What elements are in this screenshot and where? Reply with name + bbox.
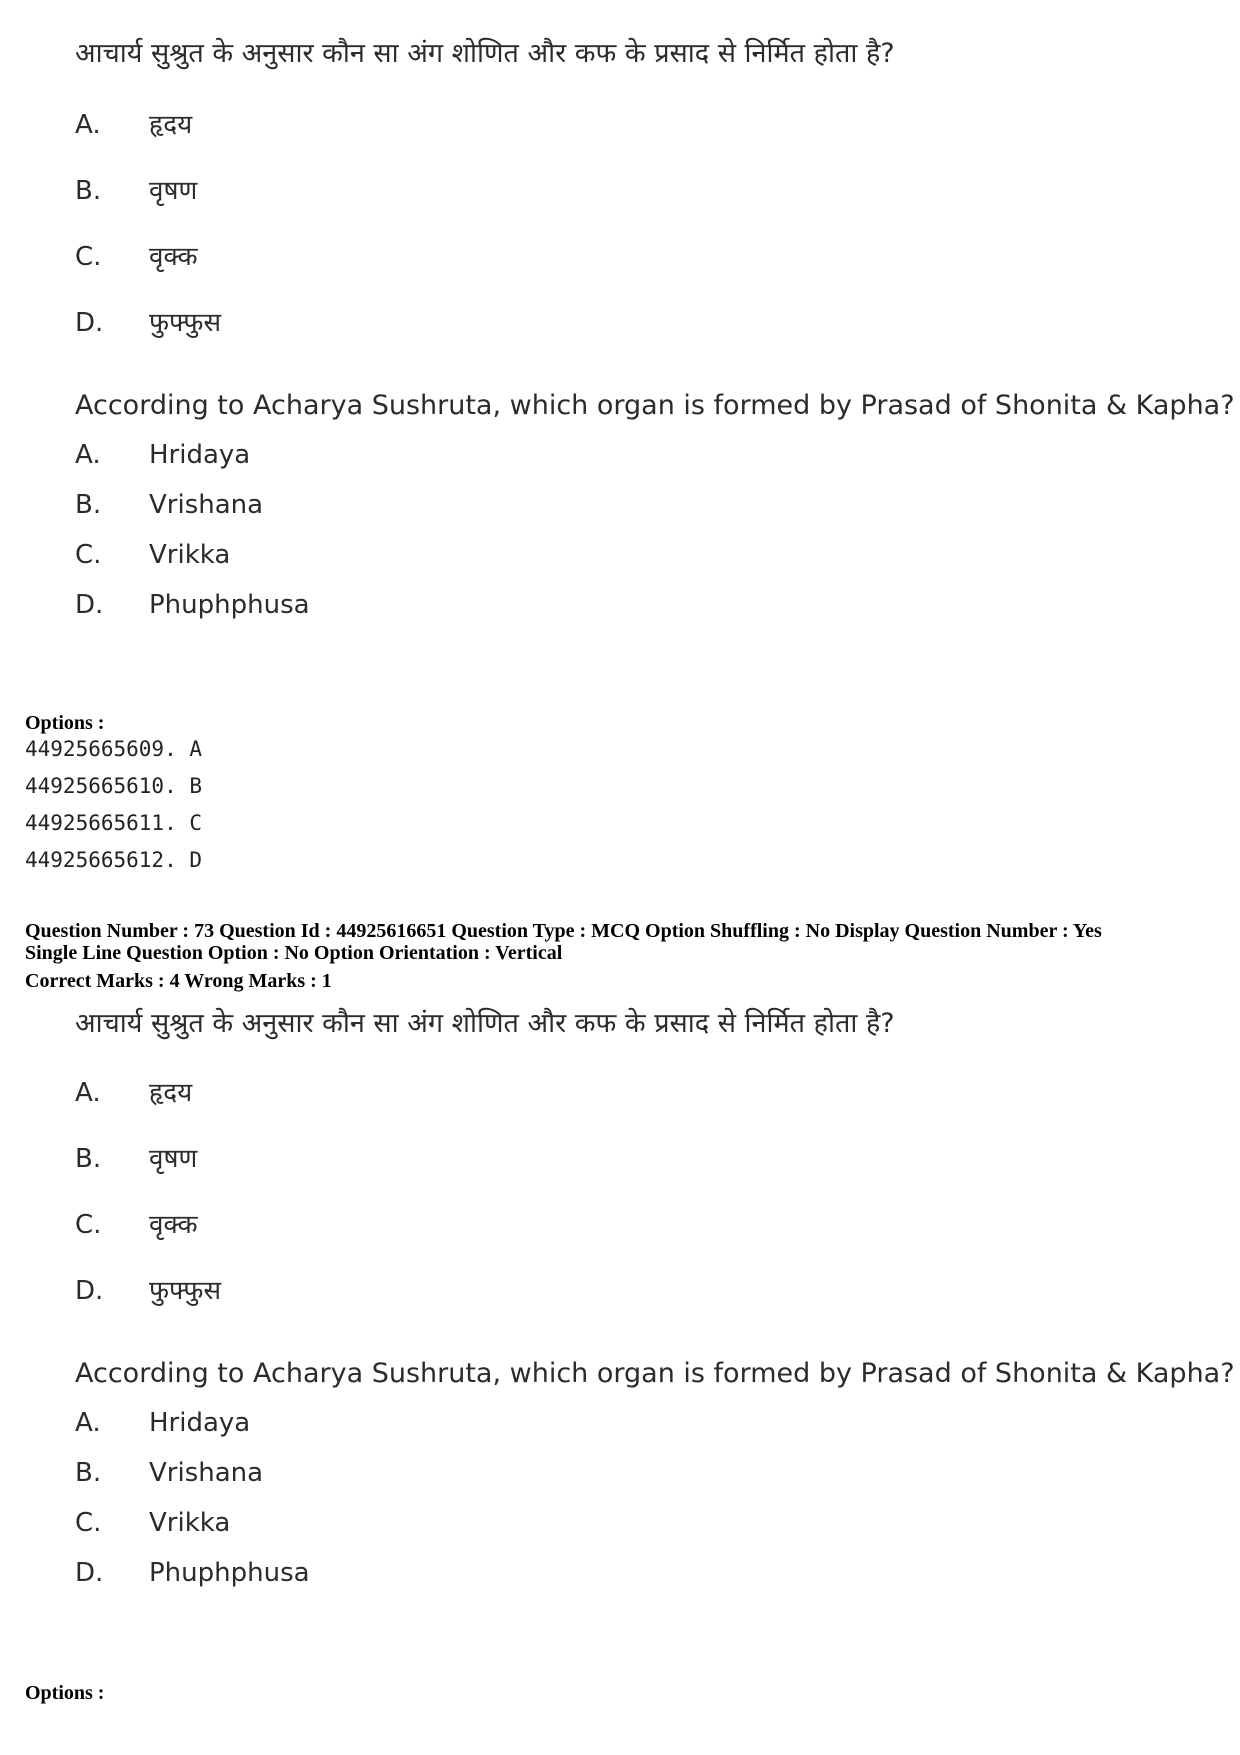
- option-letter: B.: [75, 1458, 102, 1488]
- question-meta-line1: Question Number : 73 Question Id : 44925616651 Question Type : MCQ Option Shuffling : No Display Question Number : Yes: [25, 920, 1102, 942]
- option-letter: D.: [75, 1558, 104, 1588]
- option-text: वृक्क: [149, 242, 198, 272]
- english-option-d: [75, 590, 310, 621]
- option-letter: B.: [75, 490, 102, 520]
- question-marks-line: Correct Marks : 4 Wrong Marks : 1: [25, 970, 332, 992]
- english-question-text: According to Acharya Sushruta, which organ is formed by Prasad of Shonita & Kapha?: [75, 1358, 1235, 1389]
- option-letter: A.: [75, 1408, 101, 1438]
- option-text: Vrishana: [149, 1458, 264, 1488]
- option-text: Vrishana: [149, 490, 264, 520]
- english-option-c: [75, 540, 230, 571]
- option-id-item: 44925665611. C: [25, 811, 203, 835]
- hindi-question-block-1: [75, 38, 1155, 338]
- option-letter: C.: [75, 540, 102, 570]
- option-text: वृक्क: [149, 1210, 198, 1240]
- option-text: हृदय: [149, 1078, 193, 1108]
- hindi-option-c: [75, 1210, 198, 1241]
- hindi-question-block-2: [75, 1008, 1155, 1308]
- english-option-c: [75, 1508, 230, 1539]
- option-letter: C.: [75, 242, 102, 272]
- option-id-item: 44925665610. B: [25, 774, 203, 798]
- option-text: Phuphphusa: [149, 1558, 310, 1588]
- option-letter: C.: [75, 1210, 102, 1240]
- option-text: फुफ्फुस: [149, 1276, 222, 1306]
- hindi-option-b: [75, 176, 197, 207]
- option-letter: A.: [75, 1078, 101, 1108]
- hindi-option-a: [75, 110, 192, 141]
- option-text: Vrikka: [149, 540, 231, 570]
- english-option-b: [75, 1458, 263, 1489]
- option-id-item: 44925665609. A: [25, 737, 203, 761]
- option-text: वृषण: [149, 1144, 198, 1174]
- hindi-option-b: [75, 1144, 197, 1175]
- option-text: Hridaya: [149, 1408, 251, 1438]
- english-question-block-1: [75, 390, 1235, 630]
- english-option-a: [75, 1408, 250, 1439]
- english-option-b: [75, 490, 263, 521]
- option-text: हृदय: [149, 110, 193, 140]
- option-text: फुफ्फुस: [149, 308, 222, 338]
- option-letter: D.: [75, 590, 104, 620]
- english-question-block-2: [75, 1358, 1235, 1598]
- option-id-item: 44925665612. D: [25, 848, 203, 872]
- hindi-option-a: [75, 1078, 192, 1109]
- english-option-d: [75, 1558, 310, 1589]
- english-question-text: According to Acharya Sushruta, which organ is formed by Prasad of Shonita & Kapha?: [75, 390, 1235, 421]
- option-text: Phuphphusa: [149, 590, 310, 620]
- english-option-a: [75, 440, 250, 471]
- option-letter: A.: [75, 440, 101, 470]
- question-meta-line2: Single Line Question Option : No Option Orientation : Vertical: [25, 942, 563, 964]
- options-label: Options :: [25, 1682, 105, 1704]
- option-letter: D.: [75, 1276, 104, 1306]
- options-label: Options :: [25, 712, 105, 734]
- hindi-option-d: [75, 308, 221, 339]
- hindi-question-text: आचार्य सुश्रुत के अनुसार कौन सा अंग शोणित और कफ के प्रसाद से निर्मित होता है?: [75, 1008, 895, 1039]
- option-text: Hridaya: [149, 440, 251, 470]
- option-id-list: [25, 731, 202, 879]
- option-text: वृषण: [149, 176, 198, 206]
- option-letter: D.: [75, 308, 104, 338]
- option-letter: A.: [75, 110, 101, 140]
- option-letter: B.: [75, 176, 102, 206]
- option-text: Vrikka: [149, 1508, 231, 1538]
- hindi-question-text: आचार्य सुश्रुत के अनुसार कौन सा अंग शोणित और कफ के प्रसाद से निर्मित होता है?: [75, 38, 895, 69]
- hindi-option-c: [75, 242, 198, 273]
- option-letter: C.: [75, 1508, 102, 1538]
- hindi-option-d: [75, 1276, 221, 1307]
- option-letter: B.: [75, 1144, 102, 1174]
